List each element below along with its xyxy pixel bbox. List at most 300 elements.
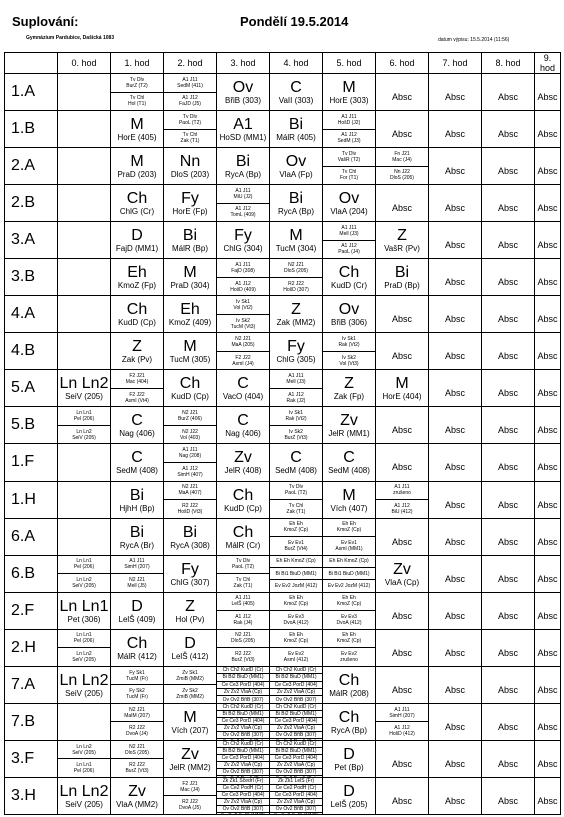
subject-code: M: [183, 338, 197, 356]
group-line: Tv Dlv: [288, 484, 304, 491]
group-line: Ce Ce3 PorD (404): [274, 681, 318, 688]
lesson-cell: [270, 444, 323, 481]
teacher-room: MálR (Cr): [225, 540, 261, 550]
multi-group-cell: [270, 703, 323, 740]
subject-code: C: [343, 449, 355, 467]
subject-code: Zv: [234, 449, 252, 467]
split-lesson-cell: [111, 703, 164, 740]
group-line: KmoZ (Cp): [283, 638, 309, 645]
class-label: 2.F: [5, 592, 58, 629]
absence-cell: Absc: [429, 296, 482, 333]
group-line: PaoL (T2): [178, 119, 202, 126]
teacher-room: ChlG (304): [223, 244, 263, 254]
teacher-room: MálR (Bp): [171, 244, 208, 254]
split-lesson-cell: [376, 148, 429, 185]
teacher-room: SeiV (205): [65, 688, 103, 698]
group-line: Ch Ch2 KudD (Cr): [275, 666, 317, 673]
lesson-cell: [111, 629, 164, 666]
group-line: Bi Bi2 BiuD (MM1): [275, 674, 317, 681]
group-line: Tv Dlv: [341, 150, 357, 157]
group-line: SedM (411): [177, 82, 203, 89]
lesson-cell: [58, 777, 111, 814]
group-line: Ev Ev2 JozM (412): [274, 582, 318, 589]
group-line: zrušeno: [393, 490, 411, 497]
subject-code: Z: [397, 227, 407, 245]
teacher-room: KmoZ (409): [168, 318, 212, 328]
group-line: Ch Ch2 KudD (Cr): [222, 703, 264, 710]
teacher-room: LelŠ (412): [171, 651, 209, 661]
teacher-room: KudD (Cr): [330, 281, 367, 291]
group-line: A1 J11: [182, 76, 198, 83]
lesson-cell: [164, 629, 217, 666]
group-line: Bi Bi1 BiuD (MM1): [275, 570, 317, 577]
subject-code: Ov: [338, 190, 360, 208]
absence-cell: Absc: [482, 333, 535, 370]
column-header: 3. hod: [217, 53, 270, 74]
group-line: BurZ (T2): [126, 82, 148, 89]
teacher-room: VacO (404): [222, 392, 264, 402]
class-label: 1.F: [5, 444, 58, 481]
subject-code: Eh: [127, 264, 147, 282]
group-line: Iv Sk1: [236, 299, 250, 306]
group-line: Ov Ov2 BřiB (307): [222, 696, 264, 703]
subject-code: Z: [291, 301, 301, 319]
group-line: A1 J12: [394, 725, 410, 732]
absence-cell: Absc: [429, 444, 482, 481]
group-line: Pel (206): [73, 638, 95, 645]
group-line: Ev Ev3: [341, 613, 357, 620]
table-row: [5, 148, 561, 185]
teacher-room: PraD (304): [170, 281, 210, 291]
group-line: Zv Zv2 VlaA (Cp): [276, 689, 316, 696]
split-lesson-cell: [270, 555, 323, 592]
group-line: DloS (205): [231, 638, 255, 645]
table-row: [5, 444, 561, 481]
absence-cell: Absc: [482, 444, 535, 481]
group-line: TucM (Fr): [126, 675, 148, 682]
absence-cell: Absc: [535, 296, 561, 333]
absence-cell: Absc: [429, 518, 482, 555]
group-line: Vol (Vt3): [339, 360, 359, 367]
teacher-room: SeiV (205): [65, 799, 103, 809]
lesson-cell: [217, 444, 270, 481]
group-line: R2 J22: [129, 762, 145, 769]
group-line: Zv Sk1: [182, 669, 198, 676]
group-line: SeiV (205): [72, 749, 96, 756]
teacher-room: Vích (207): [171, 725, 209, 735]
subject-code: Ch: [338, 264, 360, 282]
group-line: For (T1): [339, 175, 359, 182]
subject-code: Eh: [180, 301, 200, 319]
lesson-cell: [323, 185, 376, 222]
lesson-cell: [323, 666, 376, 703]
group-line: Iv Sk1: [289, 410, 303, 417]
class-label: 7.A: [5, 666, 58, 703]
group-line: Ce Ce3 PorD (404): [274, 717, 318, 724]
teacher-room: TucM (305): [169, 355, 211, 365]
group-line: N2 J21: [182, 410, 198, 417]
group-line: Ce Ce3 PorD (404): [274, 754, 318, 761]
teacher-room: JelR (MM1): [328, 429, 370, 439]
group-line: SeiV (205): [72, 434, 96, 441]
absence-cell: Absc: [376, 74, 429, 111]
group-line: AsmI (J4): [232, 360, 254, 367]
group-line: Tv Chl: [235, 576, 251, 583]
group-line: A1 J11: [182, 447, 198, 454]
teacher-room: MálR (412): [117, 651, 157, 661]
lesson-cell: [111, 296, 164, 333]
multi-group-cell: [217, 740, 270, 777]
lesson-cell: [270, 296, 323, 333]
subject-code: C: [237, 375, 249, 393]
teacher-room: PraD (Bp): [384, 281, 420, 291]
class-label: 6.B: [5, 555, 58, 592]
group-line: Pel (206): [73, 416, 95, 423]
subject-code: Bi: [288, 190, 304, 208]
absence-cell: Absc: [535, 111, 561, 148]
subject-code: Ch: [126, 301, 148, 319]
teacher-room: RycA (Bp): [330, 725, 367, 735]
group-line: F2 J21: [182, 780, 198, 787]
multi-group-cell: [217, 666, 270, 703]
group-line: Ev Ev3: [288, 613, 304, 620]
lesson-cell: [111, 333, 164, 370]
group-line: Rak (Vt2): [285, 416, 307, 423]
group-line: [217, 813, 269, 815]
teacher-room: Zak (MM2): [276, 318, 316, 328]
split-lesson-cell: [323, 111, 376, 148]
absence-cell: Absc: [535, 444, 561, 481]
group-line: Iv Sk1: [342, 336, 356, 343]
group-line: BiU (412): [391, 508, 413, 515]
lesson-cell: [111, 592, 164, 629]
absence-cell: Absc: [482, 74, 535, 111]
lesson-cell: [164, 592, 217, 629]
group-line: A1 J12: [235, 613, 251, 620]
absence-cell: Absc: [376, 740, 429, 777]
class-label: 3.F: [5, 740, 58, 777]
multi-group-cell: [270, 666, 323, 703]
group-line: Ev Ev2: [288, 650, 304, 657]
empty-cell: [58, 222, 111, 259]
teacher-room: HorE (303): [329, 96, 369, 106]
lesson-cell: [111, 444, 164, 481]
lesson-cell: [376, 259, 429, 296]
lesson-cell: [164, 555, 217, 592]
group-line: Pel (206): [73, 768, 95, 775]
group-line: A1 J11: [288, 373, 304, 380]
empty-cell: [58, 185, 111, 222]
group-line: Tv Chl: [182, 132, 198, 139]
group-line: F2 J21: [129, 373, 145, 380]
group-line: VašR (T2): [337, 156, 361, 163]
group-line: A1 J12: [288, 391, 304, 398]
teacher-room: Pet (306): [67, 614, 101, 624]
group-line: N2 J21: [288, 262, 304, 268]
lesson-cell: [111, 518, 164, 555]
lesson-cell: [217, 111, 270, 148]
group-line: F2 J22: [129, 391, 145, 398]
group-line: TucM (Fr): [126, 694, 148, 701]
group-line: Zv Zv2 VlaA (Cp): [276, 798, 316, 805]
teacher-room: Pet (Bp): [334, 762, 364, 772]
empty-cell: [58, 333, 111, 370]
split-lesson-cell: [164, 74, 217, 111]
group-line: Eh Eh KmoZ (Cp): [276, 558, 316, 565]
group-line: Rak (J4): [233, 619, 253, 626]
absence-cell: Absc: [429, 777, 482, 814]
group-line: [270, 813, 322, 815]
group-line: DvoA (J5): [179, 805, 201, 812]
group-line: A1 J11: [235, 187, 251, 194]
group-line: KmoZ (Cp): [336, 527, 362, 534]
split-lesson-cell: [323, 555, 376, 592]
absence-cell: Absc: [482, 777, 535, 814]
lesson-cell: [323, 740, 376, 777]
teacher-room: Vích (407): [330, 503, 368, 513]
column-header: 2. hod: [164, 53, 217, 74]
lesson-cell: [58, 592, 111, 629]
group-line: Ln Ln2: [76, 576, 92, 583]
subject-code: Ln Ln2: [59, 671, 109, 689]
group-line: Fy Sk2: [129, 688, 145, 695]
group-line: SimH (407): [177, 471, 203, 478]
lesson-cell: [111, 185, 164, 222]
group-line: Eh Eh KmoZ (Cp): [329, 558, 369, 565]
column-header: 6. hod: [376, 53, 429, 74]
split-lesson-cell: [164, 481, 217, 518]
absence-cell: Absc: [482, 222, 535, 259]
teacher-room: SedM (408): [116, 466, 158, 476]
table-row: [5, 222, 561, 259]
group-line: Ce Ce2 PodH (Cr): [275, 784, 317, 791]
group-line: Mell (J3): [339, 230, 359, 237]
subject-code: D: [184, 634, 196, 652]
subject-code: Nn: [179, 153, 201, 171]
group-line: Bi Bi2 BiuD (MM1): [222, 674, 264, 681]
lesson-cell: [270, 148, 323, 185]
group-line: Nn J22: [394, 169, 410, 176]
class-label: 6.A: [5, 518, 58, 555]
group-line: N2 J21: [129, 576, 145, 583]
table-row: [5, 333, 561, 370]
teacher-room: JelR (MM2): [169, 762, 211, 772]
group-line: Zv Zv2 VlaA (Cp): [223, 761, 263, 768]
absence-cell: Absc: [535, 629, 561, 666]
group-line: Ln Ln2: [76, 650, 92, 657]
group-line: Tv Chl: [288, 502, 304, 509]
split-lesson-cell: [270, 518, 323, 555]
column-header: 4. hod: [270, 53, 323, 74]
split-lesson-cell: [270, 481, 323, 518]
group-line: HošD (412): [389, 731, 415, 738]
column-header: 7. hod: [429, 53, 482, 74]
group-line: Ln Ln2: [76, 428, 92, 435]
absence-cell: Absc: [535, 740, 561, 777]
lesson-cell: [323, 259, 376, 296]
group-line: Zv Sk2: [182, 688, 198, 695]
subject-code: M: [130, 116, 144, 134]
group-line: A1 J12: [235, 206, 251, 213]
group-line: Bi Bi2 BiuD (MM1): [275, 747, 317, 754]
subject-code: D: [131, 597, 143, 615]
split-lesson-cell: [164, 111, 217, 148]
group-line: Ce Ce3 PorD (404): [221, 717, 265, 724]
teacher-room: DloS (203): [170, 170, 210, 180]
split-lesson-cell: [270, 407, 323, 444]
group-line: DvoA (412): [283, 619, 309, 626]
absence-cell: Absc: [482, 592, 535, 629]
document-title: Suplování:: [12, 14, 79, 29]
absence-cell: Absc: [429, 666, 482, 703]
teacher-room: MálR (208): [329, 688, 369, 698]
absence-cell: Absc: [535, 555, 561, 592]
column-header: 1. hod: [111, 53, 164, 74]
absence-cell: Absc: [535, 407, 561, 444]
group-line: AsmI (412): [283, 656, 309, 663]
group-line: DvoA (412): [336, 619, 362, 626]
teacher-room: LelŠ (205): [330, 799, 368, 809]
group-line: HošD (409): [230, 286, 256, 293]
class-label: 3.B: [5, 259, 58, 296]
teacher-room: RycA (Bp): [224, 170, 261, 180]
class-label: 5.B: [5, 407, 58, 444]
group-line: BurZ (Vt3): [125, 768, 149, 775]
table-row: [5, 592, 561, 629]
split-lesson-cell: [58, 740, 111, 777]
lesson-cell: [217, 481, 270, 518]
group-line: Zak (T1): [180, 138, 200, 145]
teacher-room: SedM (408): [275, 466, 317, 476]
teacher-room: Nag (406): [119, 429, 155, 439]
group-line: R2 J22: [288, 280, 304, 287]
split-lesson-cell: [164, 777, 217, 814]
subject-code: Z: [344, 375, 354, 393]
absence-cell: Absc: [429, 555, 482, 592]
lesson-cell: [323, 370, 376, 407]
absence-cell: Absc: [482, 370, 535, 407]
group-line: A1 J11: [394, 706, 410, 713]
lesson-cell: [164, 703, 217, 740]
subject-code: Ch: [338, 708, 360, 726]
absence-cell: Absc: [482, 666, 535, 703]
group-line: DloS (205): [125, 749, 149, 756]
empty-cell: [58, 518, 111, 555]
group-line: KmoZ (Cp): [336, 638, 362, 645]
group-line: R2 J22: [182, 502, 198, 509]
absence-cell: Absc: [535, 185, 561, 222]
empty-cell: [58, 481, 111, 518]
subject-code: Fy: [234, 227, 252, 245]
group-line: Tv Chl: [341, 169, 357, 176]
group-line: Tv Dlv: [129, 76, 145, 83]
subject-code: M: [183, 708, 197, 726]
group-line: Zk Zk1 SčedrI (Fr): [222, 777, 264, 784]
group-line: Zak (T1): [233, 582, 253, 589]
teacher-room: ChlG (305): [276, 355, 316, 365]
class-label: 4.A: [5, 296, 58, 333]
group-line: Ov Ov2 BřiB (307): [275, 696, 317, 703]
group-line: Eh Eh: [342, 632, 356, 639]
group-line: Ln Ln2: [76, 743, 92, 750]
lesson-cell: [323, 703, 376, 740]
absence-cell: Absc: [376, 111, 429, 148]
group-line: DvoA (J4): [126, 731, 148, 738]
teacher-room: KudD (Cp): [224, 503, 262, 513]
split-lesson-cell: [111, 370, 164, 407]
lesson-cell: [323, 407, 376, 444]
group-line: Mac (404): [125, 379, 149, 386]
absence-cell: Absc: [535, 259, 561, 296]
group-line: MiU (J2): [233, 193, 253, 200]
lesson-cell: [164, 740, 217, 777]
class-label: 4.B: [5, 333, 58, 370]
subject-code: C: [290, 449, 302, 467]
lesson-cell: [164, 185, 217, 222]
absence-cell: Absc: [482, 185, 535, 222]
group-line: Mell (J3): [286, 379, 306, 386]
group-line: A1 J12: [341, 132, 357, 139]
split-lesson-cell: [58, 629, 111, 666]
group-line: zrušeno: [340, 656, 358, 663]
absence-cell: Absc: [482, 296, 535, 333]
teacher-room: VlaA (204): [330, 207, 368, 217]
lesson-cell: [164, 259, 217, 296]
group-line: TucM (Vt3): [230, 323, 256, 330]
split-lesson-cell: [270, 259, 323, 296]
group-line: N2 J21: [182, 484, 198, 491]
teacher-room: HorE (Fp): [172, 207, 208, 217]
absence-cell: Absc: [429, 74, 482, 111]
subject-code: D: [343, 745, 355, 763]
group-line: A1 J12: [235, 280, 251, 287]
absence-cell: Absc: [429, 185, 482, 222]
multi-group-cell: [217, 703, 270, 740]
split-lesson-cell: [270, 592, 323, 629]
group-line: Nag (208): [178, 453, 202, 460]
teacher-room: RycA (308): [170, 540, 210, 550]
split-lesson-cell: [323, 518, 376, 555]
group-line: BurZ (Vt3): [231, 656, 255, 663]
teacher-room: SeiV (205): [65, 392, 103, 402]
empty-cell: [58, 703, 111, 740]
absence-cell: Absc: [429, 259, 482, 296]
group-line: SedM (J3): [337, 138, 361, 145]
subject-code: Fy: [287, 338, 305, 356]
absence-cell: Absc: [376, 629, 429, 666]
column-header: [5, 53, 58, 74]
group-line: N2 J21: [235, 336, 251, 343]
group-line: SeiV (205): [72, 656, 96, 663]
teacher-room: Nag (406): [225, 429, 261, 439]
split-lesson-cell: [111, 740, 164, 777]
absence-cell: Absc: [376, 518, 429, 555]
empty-cell: [58, 259, 111, 296]
subject-code: M: [342, 486, 356, 504]
lesson-cell: [270, 111, 323, 148]
group-line: Mac (J4): [180, 786, 200, 793]
lesson-cell: [111, 222, 164, 259]
substitution-table: [4, 52, 561, 815]
absence-cell: Absc: [429, 222, 482, 259]
multi-group-cell: [217, 777, 270, 814]
table-row: [5, 111, 561, 148]
group-line: Ce Ce3 PorD (404): [221, 791, 265, 798]
absence-cell: Absc: [429, 111, 482, 148]
lesson-cell: [164, 296, 217, 333]
group-line: Bi Bi2 BiuD (MM1): [222, 710, 264, 717]
lesson-cell: [217, 74, 270, 111]
